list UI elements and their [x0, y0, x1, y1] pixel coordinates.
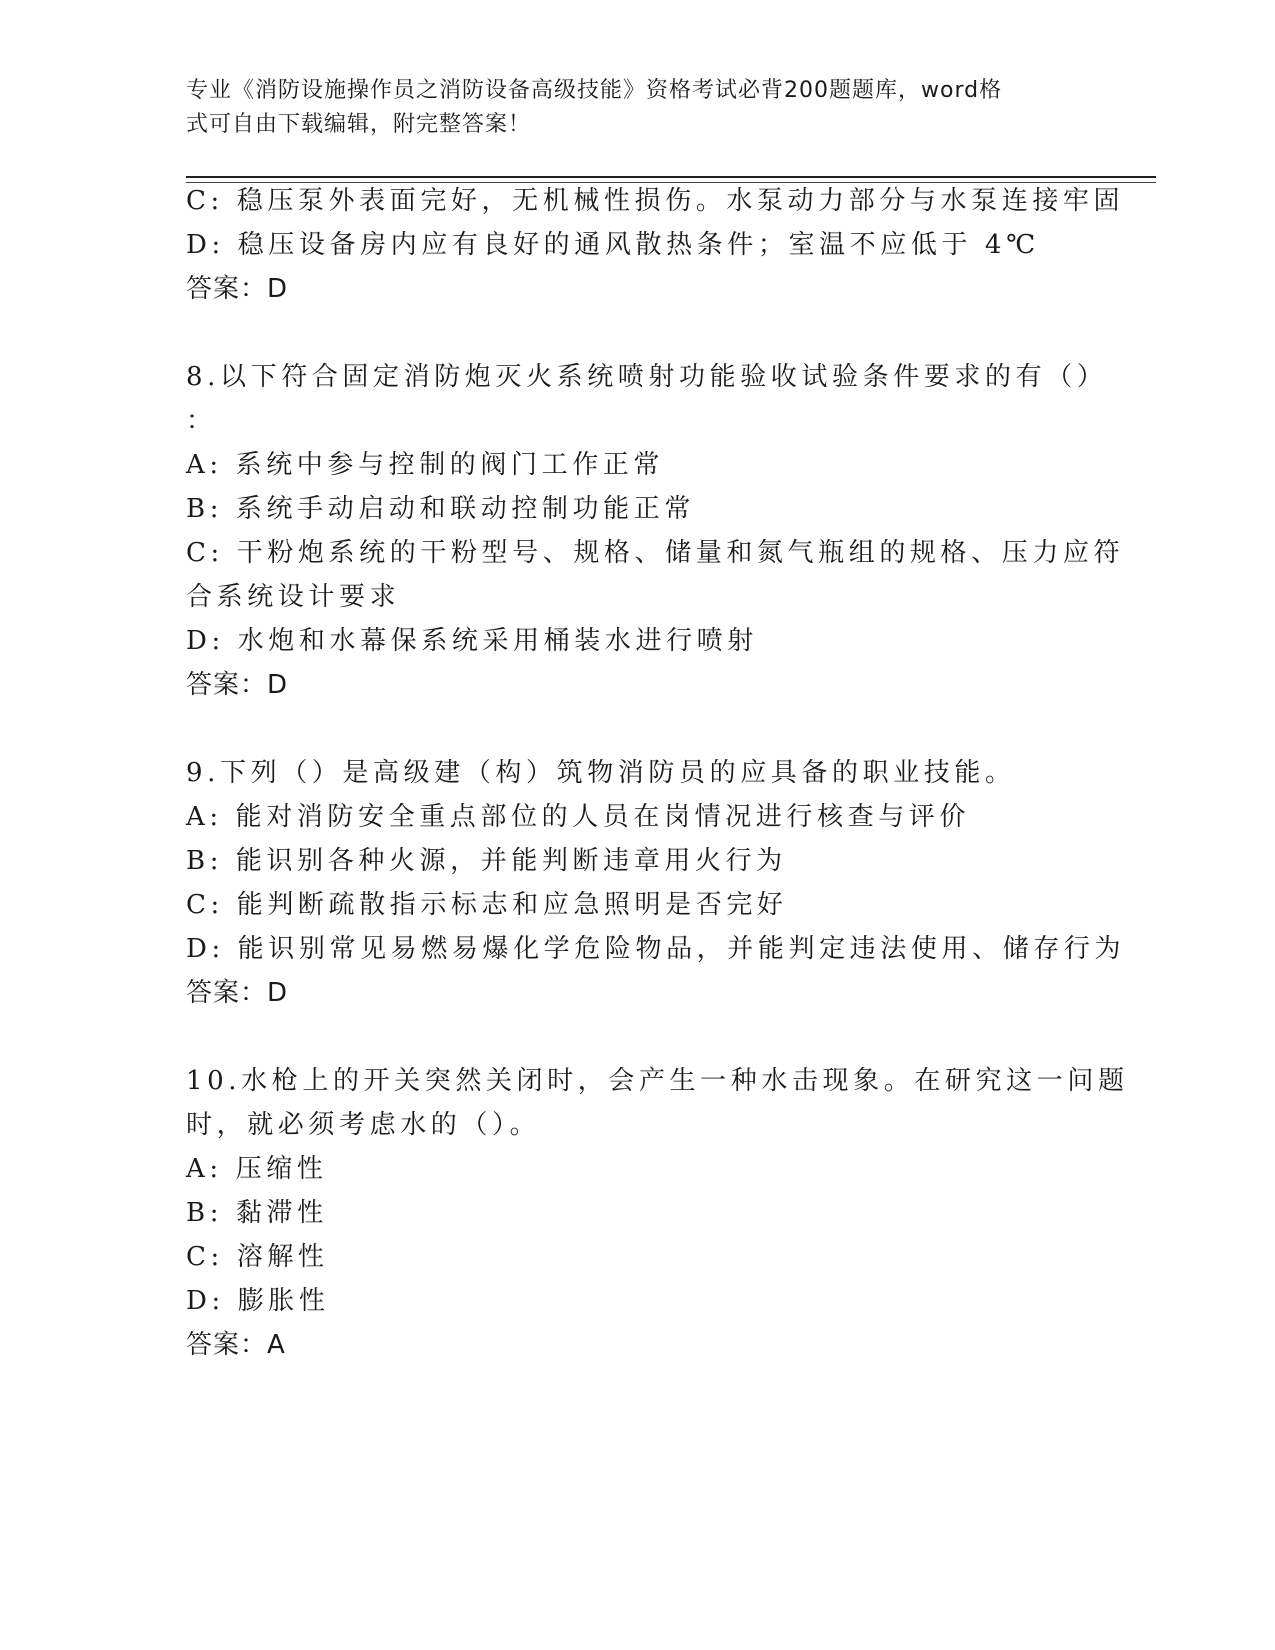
q8-option-c-line-2: 合系统设计要求 — [186, 582, 401, 612]
header-title-line-1: 专业《消防设施操作员之消防设备高级技能》资格考试必背200题题库，word格 — [186, 78, 1003, 103]
header-divider-thin — [186, 182, 1156, 183]
q10-answer: 答案：A — [186, 1330, 286, 1360]
q7-option-c: C: 稳压泵外表面完好，无机械性损伤。水泵动力部分与水泵连接牢固 — [186, 186, 1125, 216]
q8-stem-line-1: 8.以下符合固定消防炮灭火系统喷射功能验收试验条件要求的有（） — [186, 362, 1108, 392]
q9-option-b: B: 能识别各种火源，并能判断违章用火行为 — [186, 846, 787, 876]
q10-option-b: B: 黏滞性 — [186, 1198, 328, 1228]
q9-option-a: A: 能对消防安全重点部位的人员在岗情况进行核查与评价 — [186, 802, 971, 832]
q9-option-c: C: 能判断疏散指示标志和应急照明是否完好 — [186, 890, 788, 920]
header-title-line-2: 式可自由下载编辑，附完整答案！ — [186, 112, 532, 137]
q9-option-d: D: 能识别常见易燃易爆化学危险物品，并能判定违法使用、储存行为 — [186, 934, 1126, 964]
q8-option-b: B: 系统手动启动和联动控制功能正常 — [186, 494, 695, 524]
q10-option-d: D: 膨胀性 — [186, 1286, 330, 1316]
q10-stem-line-1: 10.水枪上的开关突然关闭时，会产生一种水击现象。在研究这一问题 — [186, 1066, 1129, 1096]
q7-option-d: D: 稳压设备房内应有良好的通风散热条件；室温不应低于 4℃ — [186, 230, 1040, 260]
q10-option-c: C: 溶解性 — [186, 1242, 329, 1272]
document-header — [186, 74, 1066, 142]
q10-option-a: A: 压缩性 — [186, 1154, 328, 1184]
q8-stem-line-2: ： — [186, 406, 217, 436]
q10-stem-line-2: 时，就必须考虑水的（）。 — [186, 1110, 541, 1140]
q7-answer: 答案：D — [186, 274, 289, 304]
q8-option-d: D: 水炮和水幕保系统采用桶装水进行喷射 — [186, 626, 758, 656]
header-divider-thick — [186, 176, 1156, 178]
q8-option-a: A: 系统中参与控制的阀门工作正常 — [186, 450, 665, 480]
q9-answer: 答案：D — [186, 978, 289, 1008]
q8-option-c-line-1: C: 干粉炮系统的干粉型号、规格、储量和氮气瓶组的规格、压力应符 — [186, 538, 1125, 568]
q8-answer: 答案：D — [186, 670, 289, 700]
q9-stem: 9.下列（）是高级建（构）筑物消防员的应具备的职业技能。 — [186, 758, 1016, 788]
